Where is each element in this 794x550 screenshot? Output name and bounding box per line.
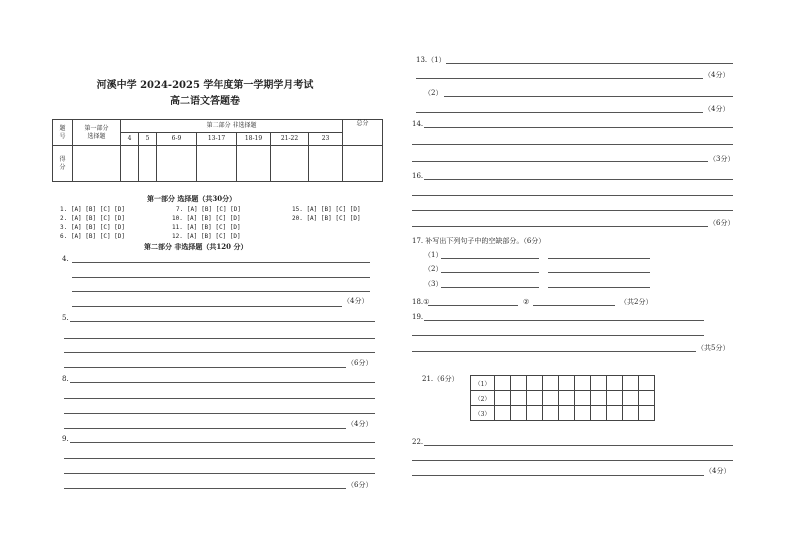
- q9-label: 9.: [62, 435, 69, 443]
- q14-label: 14.: [412, 120, 424, 128]
- q5-answer-line-2[interactable]: [64, 338, 375, 339]
- grid-cell[interactable]: [527, 391, 543, 406]
- grid-cell[interactable]: [639, 391, 655, 406]
- subcol-4: 4: [121, 133, 139, 146]
- q13-1-points: （4分）: [704, 71, 730, 79]
- q21-row-1-label: （1）: [471, 376, 495, 391]
- q8-answer-line-3[interactable]: [64, 413, 375, 414]
- grid-cell[interactable]: [511, 376, 527, 391]
- mc-item-15[interactable]: 15. [A] [B] [C] [D]: [292, 206, 361, 213]
- q22-label: 22.: [412, 438, 424, 446]
- grid-cell[interactable]: [623, 406, 639, 421]
- mc-item-12[interactable]: 12. [A] [B] [C] [D]: [172, 233, 241, 240]
- grid-cell[interactable]: [559, 376, 575, 391]
- grid-cell[interactable]: [607, 376, 623, 391]
- q13-1-answer-line-1[interactable]: [446, 63, 733, 64]
- grid-cell[interactable]: [607, 391, 623, 406]
- mc-item-1[interactable]: 1. [A] [B] [C] [D]: [60, 206, 126, 213]
- score-cell-13-17[interactable]: [197, 146, 237, 182]
- row-score-label: [53, 146, 73, 182]
- section2-heading: 第二部分 非选择题（共120 分）: [144, 242, 248, 251]
- grid-cell[interactable]: [527, 376, 543, 391]
- q21-row-2-label: （2）: [471, 391, 495, 406]
- q16-answer-line-2[interactable]: [412, 195, 733, 196]
- score-table: [52, 119, 383, 182]
- grid-cell[interactable]: [495, 391, 511, 406]
- score-cell-total[interactable]: [343, 146, 383, 182]
- mc-item-11[interactable]: 11. [A] [B] [C] [D]: [172, 224, 241, 231]
- q17-1-label: （1）: [424, 251, 443, 259]
- score-cell-5[interactable]: [139, 146, 157, 182]
- header-part2: [121, 120, 343, 133]
- total-label: 总分: [356, 120, 369, 127]
- q4-answer-line-2[interactable]: [72, 277, 370, 278]
- grid-cell[interactable]: [591, 391, 607, 406]
- score-cell-23[interactable]: [309, 146, 343, 182]
- q16-answer-line-1[interactable]: [424, 179, 733, 180]
- q19-answer-line-3[interactable]: [412, 351, 696, 352]
- q17-3-blank-b[interactable]: [548, 287, 650, 288]
- subcol-5: 5: [139, 133, 157, 146]
- q5-answer-line-4[interactable]: [64, 367, 346, 368]
- q9-answer-line-4[interactable]: [64, 488, 346, 489]
- q22-answer-line-1[interactable]: [424, 445, 733, 446]
- subcol-13-17: 13-17: [197, 133, 237, 146]
- grid-cell[interactable]: [591, 406, 607, 421]
- section1-heading: 第一部分 选择题（共30分）: [147, 194, 237, 203]
- q9-answer-line-3[interactable]: [64, 473, 375, 474]
- subcol-21-22: 21-22: [271, 133, 309, 146]
- grid-cell[interactable]: [639, 376, 655, 391]
- q14-answer-line-3[interactable]: [412, 161, 708, 162]
- q22-answer-line-3[interactable]: [412, 475, 704, 476]
- q17-3-label: （3）: [424, 280, 443, 288]
- q5-answer-line-3[interactable]: [64, 352, 375, 353]
- part1-label: 第一部分 选择题: [84, 124, 109, 140]
- score-cell-21-22[interactable]: [271, 146, 309, 182]
- exam-title: 河溪中学 2024-2025 学年度第一学期学月考试: [96, 80, 314, 91]
- grid-cell[interactable]: [591, 376, 607, 391]
- q16-answer-line-3[interactable]: [412, 210, 733, 211]
- score-cell-6-9[interactable]: [157, 146, 197, 182]
- grid-cell[interactable]: [495, 406, 511, 421]
- grid-cell[interactable]: [639, 406, 655, 421]
- header-part1: [73, 120, 121, 146]
- q4-label: 4.: [62, 255, 69, 263]
- q18-points: （共2分）: [620, 298, 653, 306]
- q8-label: 8.: [62, 375, 69, 383]
- q9-points: （6分）: [347, 481, 373, 489]
- q17-3-blank-a[interactable]: [441, 287, 539, 288]
- q21-label: 21.（6分）: [422, 375, 459, 383]
- q18-blank-1[interactable]: [428, 305, 518, 306]
- mc-item-2[interactable]: 2. [A] [B] [C] [D]: [60, 215, 126, 222]
- q21-answer-grid: [470, 375, 655, 421]
- q19-points: （共5分）: [697, 344, 730, 352]
- score-cell-4[interactable]: [121, 146, 139, 182]
- grid-cell[interactable]: [527, 406, 543, 421]
- q16-label: 16.: [412, 172, 424, 180]
- q5-label: 5.: [62, 314, 69, 322]
- mc-item-3[interactable]: 3. [A] [B] [C] [D]: [60, 224, 126, 231]
- grid-cell[interactable]: [511, 406, 527, 421]
- grid-cell[interactable]: [543, 391, 559, 406]
- mc-item-6[interactable]: 6. [A] [B] [C] [D]: [60, 233, 126, 240]
- q9-answer-line-1[interactable]: [70, 442, 375, 443]
- header-total: [343, 120, 383, 146]
- mc-item-20[interactable]: 20. [A] [B] [C] [D]: [292, 215, 361, 222]
- score-cell-18-19[interactable]: [237, 146, 271, 182]
- grid-cell[interactable]: [559, 406, 575, 421]
- score-label: 得 分: [59, 155, 66, 171]
- q13-1-label: 13.（1）: [416, 56, 446, 64]
- q4-answer-line-3[interactable]: [72, 291, 370, 292]
- q8-answer-line-4[interactable]: [64, 428, 346, 429]
- grid-cell[interactable]: [575, 391, 591, 406]
- q19-answer-line-1[interactable]: [424, 320, 704, 321]
- tihao-label: 题 号: [59, 124, 66, 140]
- q4-answer-line-4[interactable]: [72, 306, 342, 307]
- q17-2-blank-b[interactable]: [548, 272, 650, 273]
- exam-subtitle: 高二语文答题卷: [170, 96, 240, 107]
- q13-2-answer-line-2[interactable]: [416, 112, 703, 113]
- q4-answer-line-1[interactable]: [72, 262, 370, 263]
- q4-points: （4分）: [343, 297, 369, 305]
- header-tihao: [53, 120, 73, 146]
- q18-label: 18.①: [412, 298, 430, 306]
- q13-2-answer-line-1[interactable]: [444, 96, 733, 97]
- q19-answer-line-2[interactable]: [412, 335, 704, 336]
- q16-answer-line-4[interactable]: [412, 226, 708, 227]
- q18-blank-2[interactable]: [533, 305, 615, 306]
- subcol-6-9: 6-9: [157, 133, 197, 146]
- q22-answer-line-2[interactable]: [412, 460, 733, 461]
- q5-points: （6分）: [347, 359, 373, 367]
- part2-label: 第二部分 非选择题: [206, 122, 257, 129]
- q13-2-points: （4分）: [704, 105, 730, 113]
- grid-cell[interactable]: [607, 406, 623, 421]
- q22-points: （4分）: [705, 467, 731, 475]
- subcol-23: 23: [309, 133, 343, 146]
- q8-points: （4分）: [347, 420, 373, 428]
- q21-row-3-label: （3）: [471, 406, 495, 421]
- grid-cell[interactable]: [575, 406, 591, 421]
- q17-label: 17. 补写出下列句子中的空缺部分。（6分）: [412, 237, 546, 245]
- grid-cell[interactable]: [559, 391, 575, 406]
- q14-answer-line-1[interactable]: [424, 127, 733, 128]
- q14-answer-line-2[interactable]: [412, 144, 733, 145]
- q16-points: （6分）: [709, 219, 735, 227]
- grid-cell[interactable]: [543, 376, 559, 391]
- q18-label-b: ②: [523, 298, 530, 306]
- q17-1-blank-a[interactable]: [441, 258, 539, 259]
- q17-1-blank-b[interactable]: [548, 258, 650, 259]
- q17-2-blank-a[interactable]: [441, 272, 539, 273]
- mc-item-10[interactable]: 10. [A] [B] [C] [D]: [172, 215, 241, 222]
- grid-cell[interactable]: [575, 376, 591, 391]
- q13-1-answer-line-2[interactable]: [416, 78, 703, 79]
- grid-cell[interactable]: [511, 391, 527, 406]
- q14-points: （3分）: [709, 155, 735, 163]
- grid-cell[interactable]: [623, 391, 639, 406]
- mc-item-7[interactable]: 7. [A] [B] [C] [D]: [176, 206, 242, 213]
- score-cell-part1[interactable]: [73, 146, 121, 182]
- grid-cell[interactable]: [623, 376, 639, 391]
- q19-label: 19.: [412, 313, 424, 321]
- q5-answer-line-1[interactable]: [70, 321, 375, 322]
- q8-answer-line-1[interactable]: [70, 382, 375, 383]
- subcol-18-19: 18-19: [237, 133, 271, 146]
- q13-2-label: （2）: [424, 89, 443, 97]
- grid-cell[interactable]: [543, 406, 559, 421]
- q8-answer-line-2[interactable]: [64, 398, 375, 399]
- q17-2-label: （2）: [424, 265, 443, 273]
- grid-cell[interactable]: [495, 376, 511, 391]
- q9-answer-line-2[interactable]: [64, 458, 375, 459]
